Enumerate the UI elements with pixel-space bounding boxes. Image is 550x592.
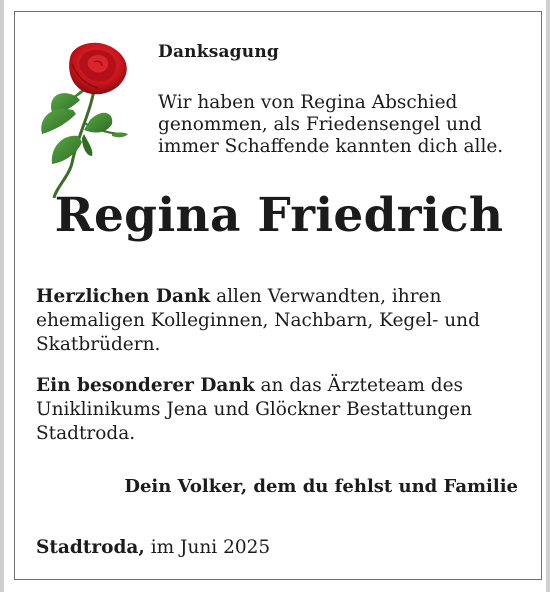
thanks-paragraph-1 [36, 285, 536, 357]
intro-line: genommen, als Friedensengel und [158, 114, 482, 135]
place: Stadtroda, [36, 537, 145, 558]
thanks-emphasis: Ein besonderer Dank [36, 375, 255, 396]
thanks-text: an das Ärzteteam des [254, 375, 464, 396]
thanks-text: Uniklinikums Jena und Glöckner Bestattungen [36, 399, 472, 420]
intro-line: immer Schaffende kannten dich alle. [158, 136, 504, 157]
red-rose-icon [32, 38, 142, 198]
intro-text [158, 92, 528, 158]
notice-heading: Danksagung [158, 42, 279, 62]
thanks-emphasis: Herzlichen Dank [36, 286, 211, 307]
date: im Juni 2025 [144, 537, 271, 558]
thanks-text: Skatbrüdern. [36, 334, 161, 355]
intro-line: Wir haben von Regina Abschied [158, 92, 458, 113]
signature: Dein Volker, dem du fehlst und Familie [124, 476, 518, 497]
deceased-name: Regina Friedrich [54, 188, 504, 243]
thanks-paragraph-2 [36, 374, 536, 446]
thanks-text: Stadtroda. [36, 423, 136, 444]
thanks-text: ehemaligen Kolleginnen, Nachbarn, Kegel- und [36, 310, 480, 331]
place-and-date [36, 537, 270, 558]
thanks-text: allen Verwandten, ihren [210, 286, 442, 307]
